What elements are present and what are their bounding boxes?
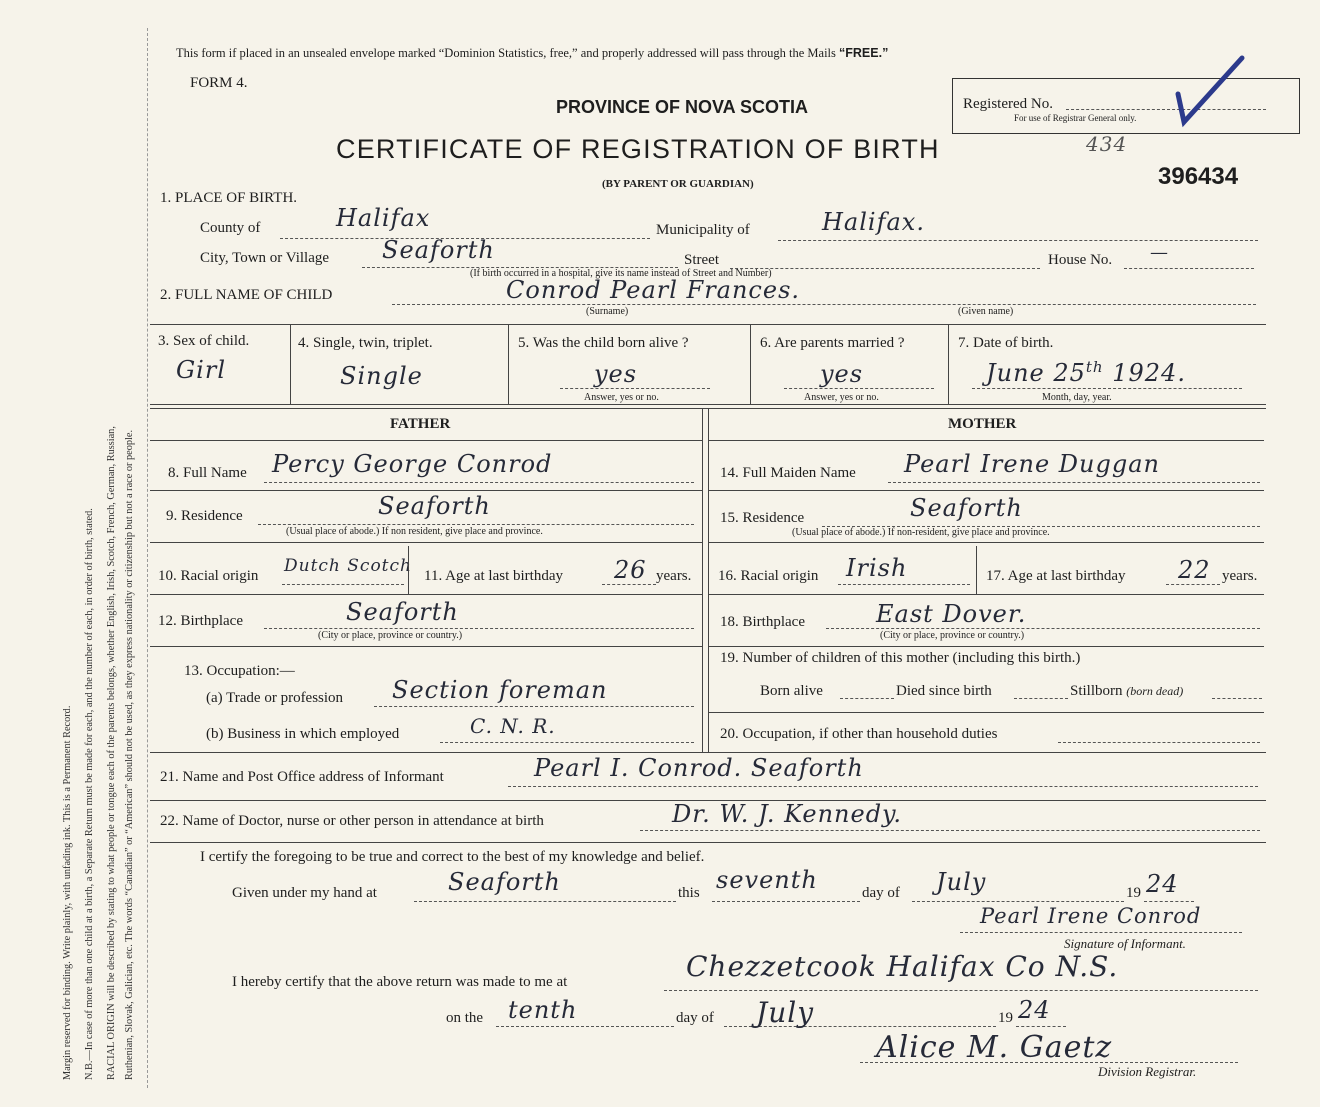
registrar-place-value: Chezzetcook Halifax Co N.S. [686, 950, 1119, 983]
parents-married-line [784, 388, 934, 389]
registrar-place-line [664, 990, 1258, 991]
margin-divider [147, 28, 148, 1088]
plurality-label: 4. Single, twin, triplet. [298, 335, 433, 351]
father-business-label: (b) Business in which employed [206, 726, 400, 742]
father-age-value: 26 [614, 556, 647, 584]
this-label: this [678, 885, 700, 901]
mother-racial-divider [976, 546, 977, 594]
sex-label: 3. Sex of child. [158, 333, 250, 349]
doctor-label: 22. Name of Doctor, nurse or other person in attendance at birth [160, 813, 544, 829]
father-business-value: C. N. R. [470, 714, 556, 738]
divider-3-4 [290, 324, 291, 404]
mother-rule-2 [708, 542, 1264, 543]
father-birthplace-value: Seaforth [346, 598, 459, 626]
mother-racial-line [838, 584, 970, 585]
father-birthplace-line [264, 628, 694, 629]
registrar-statement: I hereby certify that the above return was made to me at [232, 974, 568, 990]
father-residence-line [258, 524, 694, 525]
father-business-line [440, 742, 694, 743]
margin-note-binding: Margin reserved for binding. Write plainly, with unfading ink. This is a Permanent Record. [62, 705, 73, 1080]
mother-name-line [888, 482, 1260, 483]
father-age-line [602, 584, 656, 585]
row-rule-top [150, 324, 1266, 325]
informant-value: Pearl I. Conrod. Seaforth [534, 754, 864, 782]
municipality-line [778, 240, 1258, 241]
sex-value: Girl [176, 356, 226, 384]
mother-birthplace-label: 18. Birthplace [720, 614, 805, 630]
given-year-line [1144, 901, 1194, 902]
given-day-value: seventh [716, 866, 818, 894]
registrar-year-line [1016, 1026, 1066, 1027]
father-trade-line [374, 706, 694, 707]
registrar-use-note: For use of Registrar General only. [1014, 113, 1137, 123]
given-name-caption: (Given name) [958, 306, 1014, 317]
row-rule-bottom [150, 404, 1266, 405]
dob-label: 7. Date of birth. [958, 335, 1054, 351]
born-alive-line [560, 388, 710, 389]
father-trade-value: Section foreman [392, 676, 608, 704]
mother-residence-label: 15. Residence [720, 510, 805, 526]
mother-rule-5 [708, 712, 1264, 713]
mother-heading: MOTHER [948, 416, 1017, 432]
father-birthplace-label: 12. Birthplace [158, 613, 243, 629]
father-age-label: 11. Age at last birthday [424, 568, 563, 584]
parents-divider-right [708, 408, 709, 752]
informant-signature: Pearl Irene Conrod [980, 904, 1202, 928]
given-year-value: 24 [1146, 870, 1179, 898]
father-rule-1 [150, 490, 702, 491]
margin-note-multiple-births: N.B.—In case of more than one child at a birth, a Separate Return must be made for each, and the number of each, in order of birth, stated. [84, 508, 95, 1080]
father-racial-label: 10. Racial origin [158, 568, 259, 584]
stillborn-line [1212, 698, 1262, 699]
parents-married-label: 6. Are parents married ? [760, 335, 905, 351]
title-annotation: 434 [1086, 132, 1128, 156]
mother-name-value: Pearl Irene Duggan [904, 450, 1160, 478]
father-residence-value: Seaforth [378, 492, 491, 520]
mother-birthplace-value: East Dover. [876, 600, 1027, 628]
child-name-line [392, 304, 1256, 305]
mother-rule-1 [708, 490, 1264, 491]
given-month-value: July [936, 868, 987, 896]
plurality-value: Single [340, 362, 423, 390]
father-trade-label: (a) Trade or profession [206, 690, 344, 706]
registered-no-label: Registered No. [963, 96, 1053, 112]
mother-residence-value: Seaforth [910, 494, 1023, 522]
father-racial-line [282, 584, 404, 585]
mother-heading-rule [708, 440, 1264, 441]
given-month-line [912, 901, 1124, 902]
father-name-label: 8. Full Name [168, 465, 247, 481]
mother-occupation-line [1058, 742, 1260, 743]
died-since-birth-line [1014, 698, 1068, 699]
place-of-birth-heading: 1. PLACE OF BIRTH. [160, 190, 298, 206]
dob-line [972, 388, 1242, 389]
city-label: City, Town or Village [200, 250, 330, 266]
binding-hole-top [0, 170, 29, 240]
binding-hole-bottom [0, 765, 29, 835]
checkmark-icon [1170, 52, 1250, 130]
informant-signature-caption: Signature of Informant. [1064, 936, 1186, 951]
mother-age-value: 22 [1178, 556, 1211, 584]
given-place-value: Seaforth [448, 868, 561, 896]
house-no-line [1124, 268, 1254, 269]
registrar-year-value: 24 [1018, 996, 1051, 1024]
father-residence-label: 9. Residence [166, 508, 243, 524]
born-alive-value: yes [594, 360, 638, 388]
province-heading: PROVINCE OF NOVA SCOTIA [556, 97, 809, 117]
mother-rule-4 [708, 646, 1264, 647]
margin-note-racial-origin-cont: Ruthenian, Slovak, Galician, etc. The words “Canadian” or “American” should not be used, as they express nationality or citizenship but not a race or people. [124, 429, 135, 1080]
parents-bottom-rule [150, 752, 1266, 753]
municipality-label: Municipality of [656, 222, 750, 238]
certificate-title: CERTIFICATE OF REGISTRATION OF BIRTH [336, 134, 940, 164]
county-value: Halifax [336, 204, 431, 232]
father-rule-4 [150, 646, 702, 647]
given-place-line [414, 901, 676, 902]
mother-name-label: 14. Full Maiden Name [720, 465, 856, 481]
given-day-line [712, 901, 860, 902]
street-label: Street [684, 252, 719, 268]
father-rule-2 [150, 542, 702, 543]
informant-signature-line [960, 932, 1242, 933]
parents-top-rule [150, 408, 1266, 409]
hospital-note: (If birth occurred in a hospital, give its name instead of Street and Number) [470, 268, 772, 279]
certificate-subtitle: (BY PARENT OR GUARDIAN) [602, 178, 754, 190]
father-age-unit: years. [656, 568, 692, 584]
dob-caption: Month, day, year. [1042, 392, 1112, 403]
stillborn-label: Stillborn (born dead) [1070, 683, 1184, 699]
registrar-on-the-label: on the [446, 1010, 484, 1026]
father-name-value: Percy George Conrod [272, 450, 553, 478]
mother-age-label: 17. Age at last birthday [986, 568, 1126, 584]
form-number: FORM 4. [190, 75, 248, 91]
father-occupation-label: 13. Occupation:— [184, 663, 295, 679]
mother-abode-caption: (Usual place of abode.) If non-resident, give place and province. [792, 527, 1050, 538]
born-alive-count-label: Born alive [760, 683, 823, 699]
certification-statement: I certify the foregoing to be true and correct to the best of my knowledge and belief. [200, 849, 705, 865]
informant-line [508, 786, 1258, 787]
registrar-year-prefix: 19 [998, 1010, 1013, 1026]
father-birthplace-caption: (City or place, province or country.) [318, 630, 463, 641]
house-no-value: — [1150, 242, 1169, 263]
given-day-of-label: day of [862, 885, 900, 901]
mother-age-line [1166, 584, 1220, 585]
dob-value: June 25th 1924. [986, 358, 1186, 387]
stamped-registration-number: 396434 [1158, 163, 1239, 190]
father-name-line [264, 482, 694, 483]
mother-racial-label: 16. Racial origin [718, 568, 819, 584]
free-mail-note: This form if placed in an unsealed envelope marked “Dominion Statistics, free,” and properly addressed will pass through the Mails “FREE.” [176, 46, 889, 60]
mother-birthplace-line [826, 628, 1260, 629]
born-alive-count-line [840, 698, 894, 699]
registrar-day-line [496, 1026, 674, 1027]
surname-caption: (Surname) [586, 306, 629, 317]
parents-married-value: yes [820, 360, 864, 388]
municipality-value: Halifax. [822, 208, 925, 236]
informant-label: 21. Name and Post Office address of Informant [160, 769, 444, 785]
mother-age-unit: years. [1222, 568, 1258, 584]
registrar-day-value: tenth [508, 996, 578, 1024]
given-year-prefix: 19 [1126, 885, 1141, 901]
father-racial-value: Dutch Scotch [284, 556, 412, 576]
street-line [730, 268, 1040, 269]
doctor-value: Dr. W. J. Kennedy. [672, 800, 903, 828]
father-abode-caption: (Usual place of abode.) If non resident, give place and province. [286, 526, 543, 537]
given-under-hand-label: Given under my hand at [232, 885, 377, 901]
divider-4-5 [508, 324, 509, 404]
father-racial-divider [408, 546, 409, 594]
house-no-label: House No. [1048, 252, 1113, 268]
born-alive-caption: Answer, yes or no. [584, 392, 659, 403]
parents-married-caption: Answer, yes or no. [804, 392, 879, 403]
parents-divider-left [702, 408, 703, 752]
child-name-label: 2. FULL NAME OF CHILD [160, 287, 333, 303]
registrar-day-of-label: day of [676, 1010, 714, 1026]
registrar-signature: Alice M. Gaetz [876, 1030, 1113, 1065]
registrar-signature-line [860, 1062, 1238, 1063]
died-since-birth-label: Died since birth [896, 683, 992, 699]
father-heading: FATHER [390, 416, 451, 432]
divider-6-7 [948, 324, 949, 404]
mother-occupation-label: 20. Occupation, if other than household duties [720, 726, 998, 742]
margin-note-racial-origin: RACIAL ORIGIN will be described by stating to what people or tongue each of the parents belongs, whether English, Irish, Scotch, French, German, Russian, [106, 426, 117, 1080]
doctor-rule [150, 842, 1266, 843]
registrar-month-value: July [756, 996, 815, 1029]
father-rule-3 [150, 594, 702, 595]
city-value: Seaforth [382, 236, 495, 264]
children-count-label: 19. Number of children of this mother (including this birth.) [720, 650, 1081, 666]
divider-5-6 [750, 324, 751, 404]
mother-racial-value: Irish [846, 554, 908, 582]
registrar-caption: Division Registrar. [1098, 1064, 1197, 1079]
mother-birthplace-caption: (City or place, province or country.) [880, 630, 1025, 641]
county-label: County of [200, 220, 261, 236]
child-name-value: Conrod Pearl Frances. [506, 276, 801, 304]
father-heading-rule [150, 440, 702, 441]
mother-rule-3 [708, 594, 1264, 595]
doctor-line [640, 830, 1260, 831]
born-alive-label: 5. Was the child born alive ? [518, 335, 689, 351]
